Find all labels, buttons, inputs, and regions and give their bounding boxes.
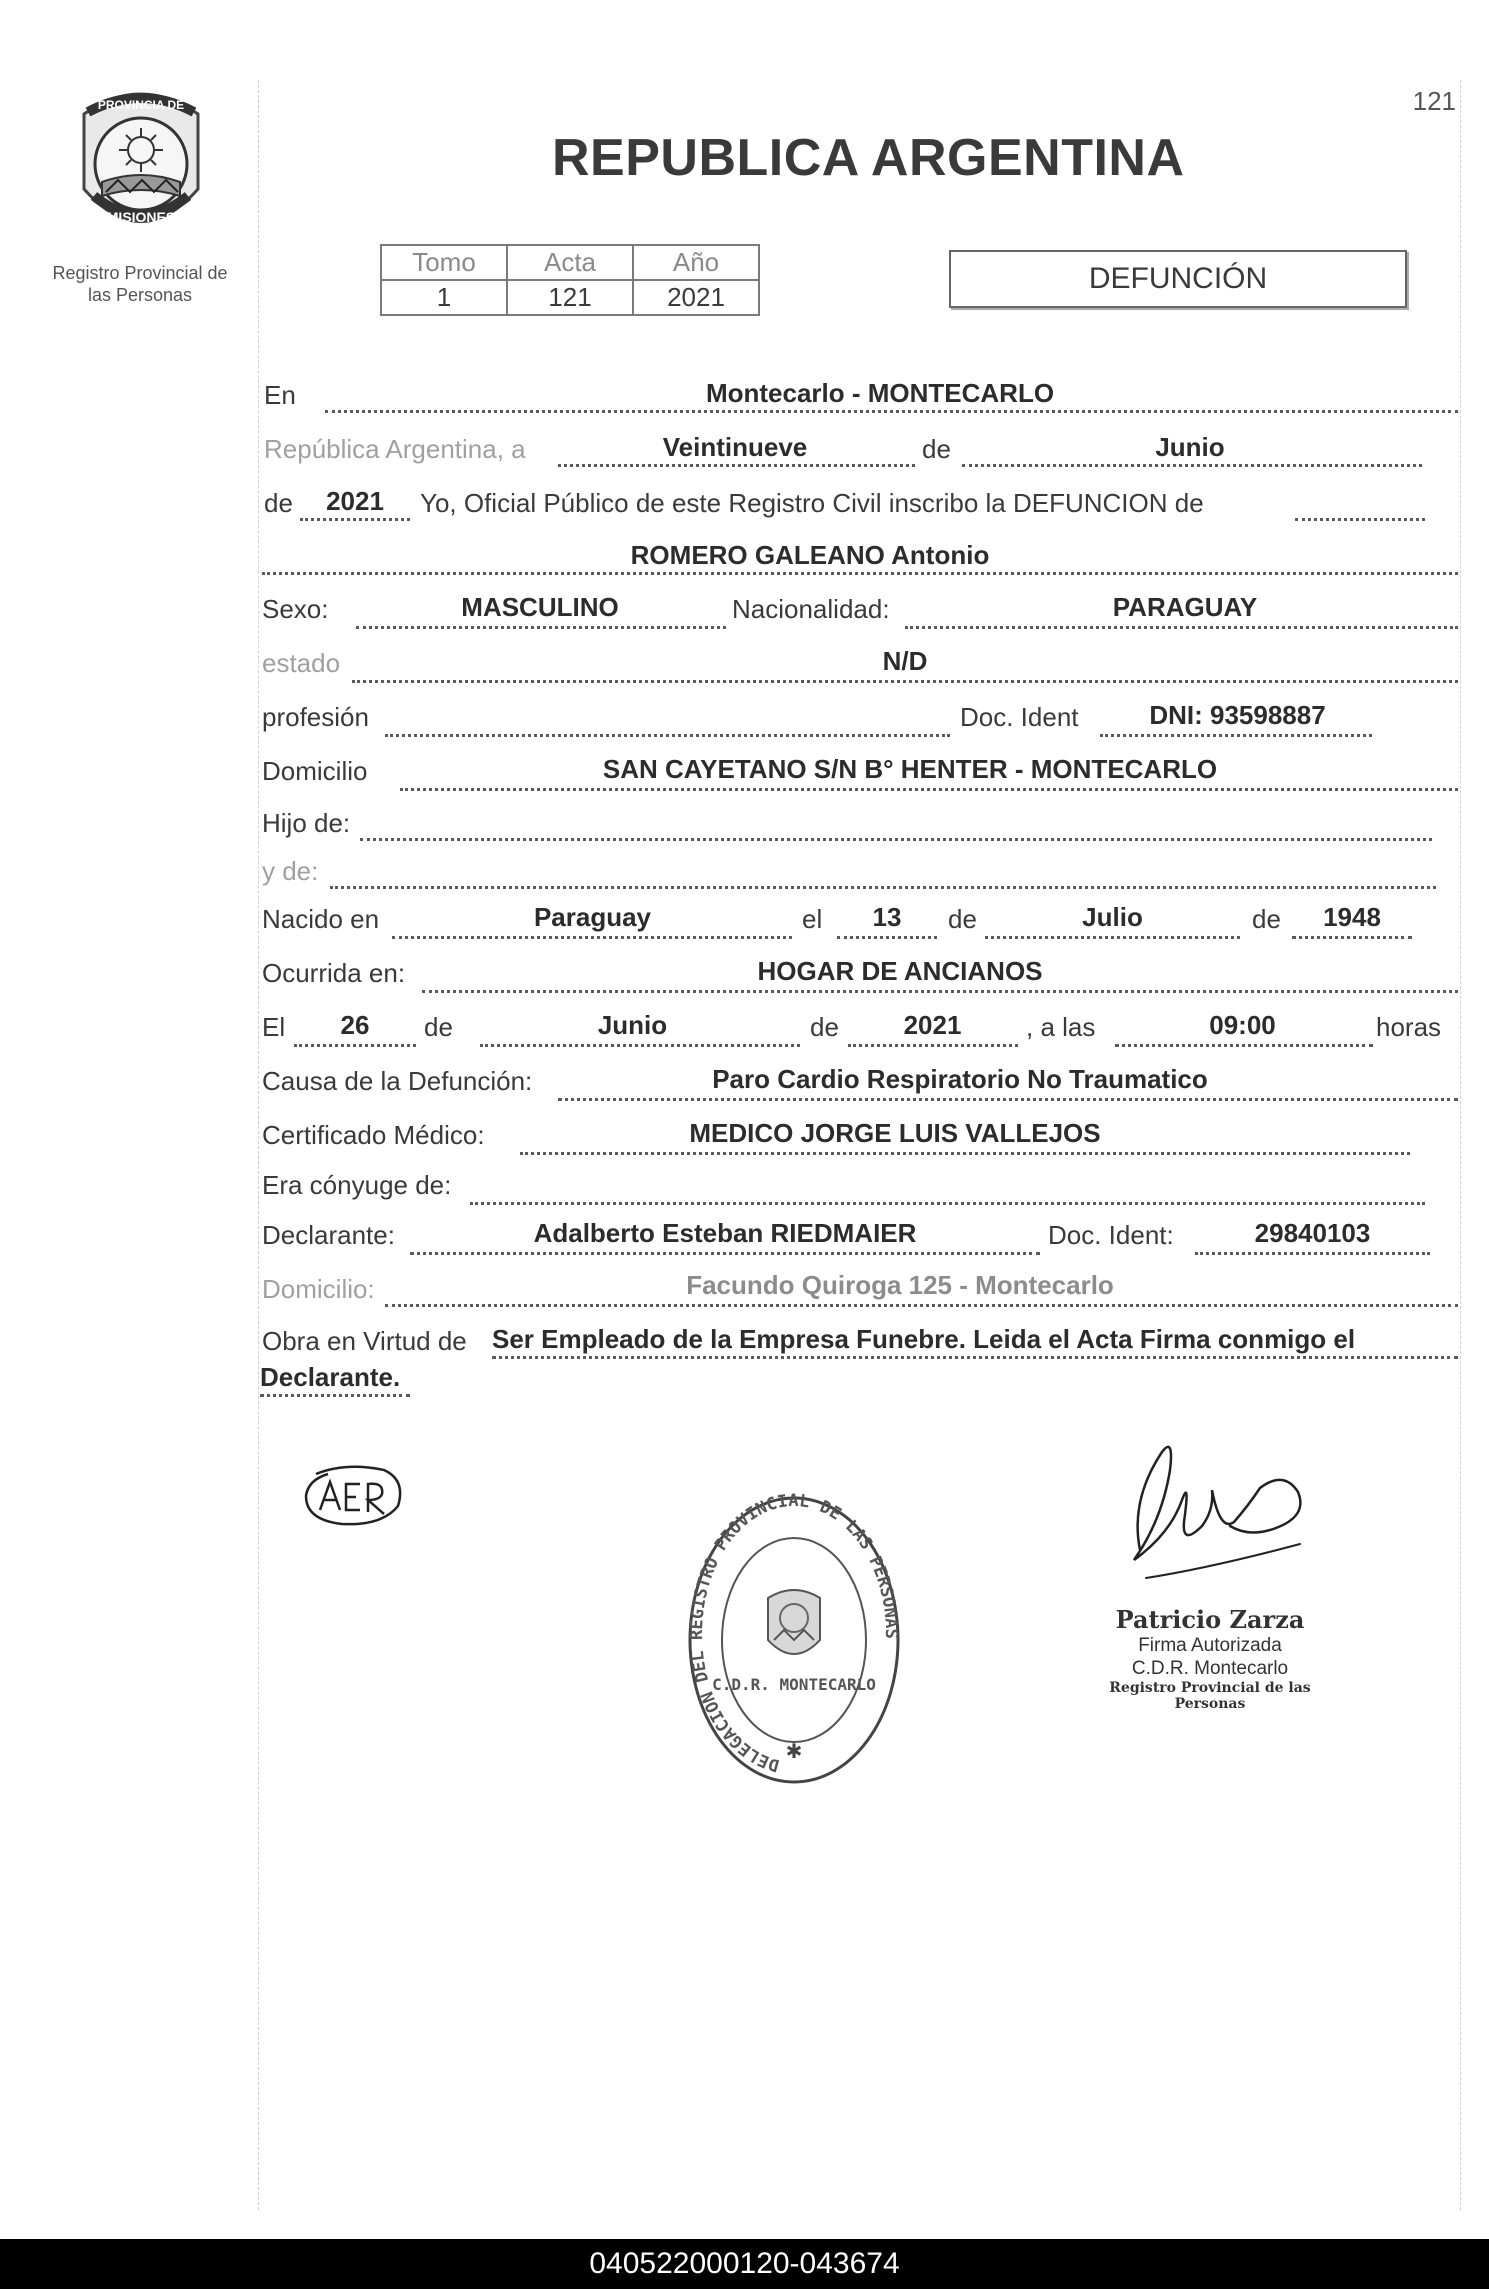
right-margin-line xyxy=(1460,80,1461,2210)
value-year: 2021 xyxy=(326,486,384,516)
declarant-doc-line xyxy=(1195,1252,1430,1255)
value-month: Junio xyxy=(1155,432,1225,462)
label-de-6: de xyxy=(810,1012,839,1042)
label-de-3: de xyxy=(948,904,977,934)
value-death-year: 2021 xyxy=(903,1010,962,1040)
label-en: En xyxy=(264,380,296,410)
footer-code: 040522000120-043674 xyxy=(0,2239,1489,2289)
official-stamp xyxy=(684,1490,904,1790)
birth-month-line xyxy=(985,936,1240,939)
value-cause: Paro Cardio Respiratorio No Traumatico xyxy=(712,1064,1208,1094)
label-doc-ident: Doc. Ident xyxy=(960,702,1079,732)
label-el: el xyxy=(802,904,823,934)
value-day-words: Veintinueve xyxy=(662,432,808,462)
label-el-cap: El xyxy=(262,1012,286,1042)
profession-line xyxy=(385,734,950,737)
value-birth-day: 13 xyxy=(872,902,902,932)
left-margin-line xyxy=(258,80,259,2210)
value-nationality: PARAGUAY xyxy=(1112,592,1258,622)
place-line xyxy=(325,410,1458,413)
month-line xyxy=(962,464,1422,467)
handwritten-signature xyxy=(1110,1430,1340,1600)
label-republica: República Argentina, a xyxy=(264,434,526,464)
birth-day-line xyxy=(837,936,937,939)
value-birth-year: 1948 xyxy=(1323,902,1381,932)
declarant-line xyxy=(410,1252,1040,1255)
seal-text-bottom: MISIONES xyxy=(106,209,176,225)
label-ocurrida-en: Ocurrida en: xyxy=(262,958,406,988)
label-nacido-en: Nacido en xyxy=(262,904,380,934)
coat-of-arms-logo xyxy=(66,84,216,244)
ref-value-ano: 2021 xyxy=(633,280,759,315)
death-year-line xyxy=(848,1044,1018,1047)
ref-header-tomo: Tomo xyxy=(381,245,507,280)
value-address: SAN CAYETANO S/N B° HENTER - MONTECARLO xyxy=(602,754,1218,784)
ref-value-tomo: 1 xyxy=(381,280,507,315)
signer-name: Patricio Zarza xyxy=(1115,1605,1305,1634)
value-death-place: HOGAR DE ANCIANOS xyxy=(757,956,1043,986)
stamp-outer-text: DELEGACION DEL REGISTRO PROVINCIAL DE LAS PERSONAS xyxy=(687,1490,902,1776)
value-civil-status: N/D xyxy=(882,646,928,676)
doc-ident-line xyxy=(1100,734,1372,737)
label-horas: horas xyxy=(1376,1012,1442,1042)
ref-header-ano: Año xyxy=(633,245,759,280)
declarant-address-line xyxy=(385,1304,1458,1307)
ref-value-acta: 121 xyxy=(507,280,633,315)
value-death-month: Junio xyxy=(597,1010,668,1040)
label-obra: Obra en Virtud de xyxy=(262,1326,467,1356)
registry-caption xyxy=(30,262,250,306)
death-place-line xyxy=(422,990,1458,993)
record-type-box: DEFUNCIÓN xyxy=(949,250,1407,308)
value-obra-line2: Declarante. xyxy=(260,1362,401,1392)
reference-table xyxy=(380,244,760,316)
seal-text-top: PROVINCIA DE xyxy=(97,98,185,112)
registry-caption-line2: las Personas xyxy=(87,285,193,305)
label-hijo-de: Hijo de: xyxy=(262,808,351,838)
value-place: Montecarlo - MONTECARLO xyxy=(705,378,1055,408)
value-deceased-name: ROMERO GALEANO Antonio xyxy=(630,540,990,570)
label-de-2: de xyxy=(264,488,293,518)
death-day-line xyxy=(294,1044,416,1047)
value-declarant-address: Facundo Quiroga 125 - Montecarlo xyxy=(686,1270,1114,1300)
label-y-de: y de: xyxy=(262,856,319,886)
birth-place-line xyxy=(392,936,792,939)
birth-year-line xyxy=(1292,936,1412,939)
value-declarant-doc: 29840103 xyxy=(1254,1218,1371,1248)
civil-status-line xyxy=(352,680,1458,683)
value-birth-month: Julio xyxy=(1082,902,1143,932)
value-doctor: MEDICO JORGE LUIS VALLEJOS xyxy=(689,1118,1101,1148)
cause-line xyxy=(558,1098,1458,1101)
nationality-line xyxy=(905,626,1458,629)
signer-registry: Registro Provincial de las Personas xyxy=(1109,1680,1311,1712)
signer-role: Firma Autorizada xyxy=(1138,1635,1282,1656)
year-line xyxy=(300,518,410,521)
label-yo-oficial: Yo, Oficial Público de este Registro Civil inscribo la DEFUNCION de xyxy=(420,488,1204,518)
value-obra-line1: Ser Empleado de la Empresa Funebre. Leida el Acta Firma conmigo el xyxy=(492,1324,1356,1354)
doctor-line xyxy=(520,1152,1410,1155)
label-causa: Causa de la Defunción: xyxy=(262,1066,533,1096)
page-number: 121 xyxy=(1412,86,1456,116)
death-month-line xyxy=(480,1044,800,1047)
label-nacionalidad: Nacionalidad: xyxy=(732,594,890,624)
value-birth-place: Paraguay xyxy=(533,902,652,932)
deceased-name-line xyxy=(262,572,1458,575)
value-sex: MASCULINO xyxy=(461,592,619,622)
label-domicilio: Domicilio xyxy=(262,756,368,786)
stamp-inner-text: C.D.R. MONTECARLO xyxy=(712,1675,876,1694)
signature-block xyxy=(1080,1605,1340,1712)
page-title: REPUBLICA ARGENTINA xyxy=(552,129,1185,187)
label-de-5: de xyxy=(424,1012,453,1042)
label-doc-ident-2: Doc. Ident: xyxy=(1048,1220,1174,1250)
label-conyuge: Era cónyuge de: xyxy=(262,1170,452,1200)
father-line xyxy=(360,838,1432,841)
death-time-line xyxy=(1115,1044,1373,1047)
obra-line2 xyxy=(260,1394,410,1397)
sex-line xyxy=(356,626,726,629)
address-line xyxy=(400,788,1458,791)
label-sexo: Sexo: xyxy=(262,594,329,624)
value-declarant: Adalberto Esteban RIEDMAIER xyxy=(533,1218,917,1248)
label-profesion: profesión xyxy=(262,702,369,732)
signer-office: C.D.R. Montecarlo xyxy=(1131,1658,1289,1679)
spouse-line xyxy=(470,1202,1425,1205)
label-estado: estado xyxy=(262,648,341,678)
handwritten-initials xyxy=(298,1460,410,1530)
value-death-time: 09:00 xyxy=(1209,1010,1276,1040)
mother-line xyxy=(330,886,1436,889)
label-declarante: Declarante: xyxy=(262,1220,395,1250)
svg-text:✱: ✱ xyxy=(785,1741,803,1763)
label-certificado: Certificado Médico: xyxy=(262,1120,485,1150)
day-words-line xyxy=(558,464,915,467)
label-domicilio-2: Domicilio: xyxy=(262,1274,375,1304)
registry-caption-line1: Registro Provincial de xyxy=(52,263,228,283)
yo-oficial-line xyxy=(1295,518,1425,521)
label-de-4: de xyxy=(1252,904,1281,934)
obra-line1 xyxy=(492,1356,1458,1359)
label-a-las: , a las xyxy=(1026,1012,1096,1042)
label-de-1: de xyxy=(922,434,951,464)
ref-header-acta: Acta xyxy=(507,245,633,280)
value-doc-ident: DNI: 93598887 xyxy=(1149,700,1326,730)
value-death-day: 26 xyxy=(340,1010,370,1040)
